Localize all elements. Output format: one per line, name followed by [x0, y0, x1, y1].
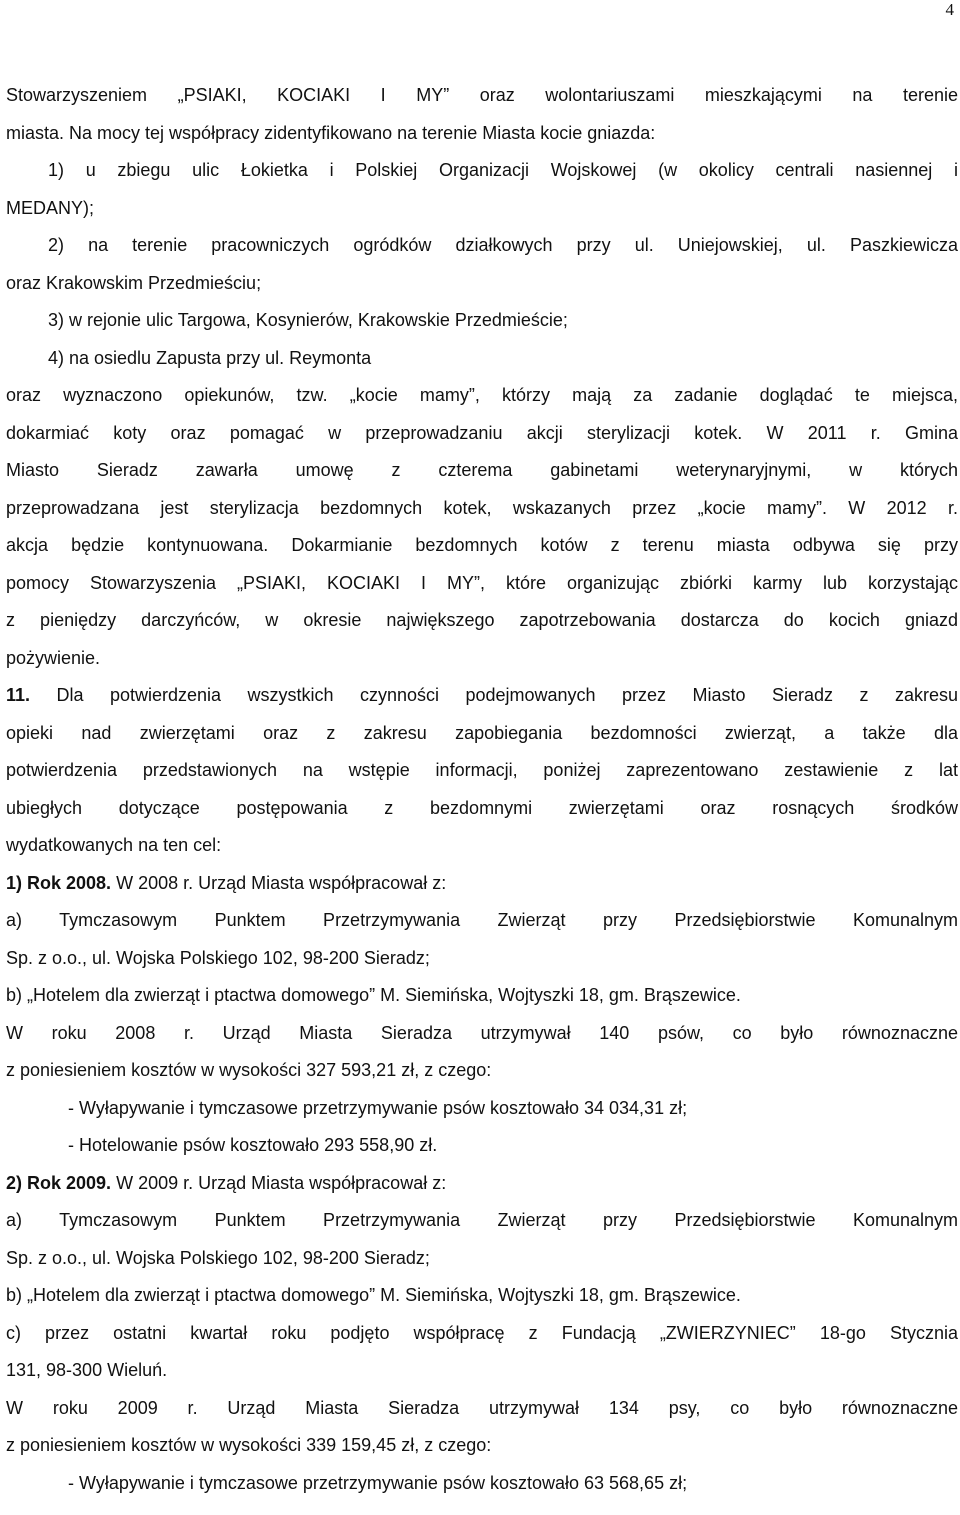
year-section-line	[6, 1165, 958, 1203]
text-line: z poniesieniem kosztów w wysokości 327 593,21 zł, z czego:	[6, 1060, 492, 1080]
text-line: 131, 98-300 Wieluń.	[6, 1360, 168, 1380]
cost-item: - Wyłapywanie i tymczasowe przetrzymywanie psów kosztowało 63 568,65 zł;	[68, 1472, 688, 1493]
text-line: z pieniędzy darczyńców, w okresie największego zapotrzebowania dostarcza do kocich gniazd	[6, 610, 958, 630]
text-line: Stowarzyszeniem „PSIAKI, KOCIAKI I MY” oraz wolontariuszami mieszkającymi na terenie	[6, 85, 958, 105]
page-number: 4	[945, 0, 954, 19]
list-item: 3) w rejonie ulic Targowa, Kosynierów, Krakowskie Przedmieście;	[48, 310, 568, 330]
text-line: wydatkowanych na ten cel:	[6, 835, 222, 855]
year-section-line	[6, 865, 958, 903]
text-line: Miasto Sieradz zawarła umowę z czterema gabinetami weterynaryjnymi, w których	[6, 460, 958, 480]
list-item: a) Tymczasowym Punktem Przetrzymywania Zwierząt przy Przedsiębiorstwie Komunalnym	[6, 1210, 958, 1230]
text-line: akcja będzie kontynuowana. Dokarmianie bezdomnych kotów z terenu miasta odbywa się przy	[6, 535, 958, 555]
text-line: pożywienie.	[6, 647, 101, 668]
cost-item: - Wyłapywanie i tymczasowe przetrzymywanie psów kosztowało 34 034,31 zł;	[68, 1097, 688, 1118]
text-line: z poniesieniem kosztów w wysokości 339 159,45 zł, z czego:	[6, 1435, 492, 1455]
list-item: c) przez ostatni kwartał roku podjęto współpracę z Fundacją „ZWIERZYNIEC” 18-go Stycznia	[6, 1322, 958, 1343]
text-line: potwierdzenia przedstawionych na wstępie informacji, poniżej zaprezentowano zestawienie z lat	[6, 760, 958, 780]
text-line: MEDANY);	[6, 197, 95, 218]
list-item: a) Tymczasowym Punktem Przetrzymywania Zwierząt przy Przedsiębiorstwie Komunalnym	[6, 910, 958, 930]
text-line: miasta. Na mocy tej współpracy zidentyfikowano na terenie Miasta kocie gniazda:	[6, 122, 656, 143]
text-line: W roku 2008 r. Urząd Miasta Sieradza utrzymywał 140 psów, co było równoznaczne	[6, 1022, 958, 1043]
text-line: W roku 2009 r. Urząd Miasta Sieradza utrzymywał 134 psy, co było równoznaczne	[6, 1397, 958, 1418]
text-span: Dla potwierdzenia wszystkich czynności podejmowanych przez Miasto Sieradz z zakresu	[56, 685, 958, 705]
year-heading: 2) Rok 2009.	[6, 1172, 112, 1193]
text-span: W 2009 r. Urząd Miasta współpracował z:	[116, 1172, 447, 1193]
text-span: W 2008 r. Urząd Miasta współpracował z:	[116, 872, 447, 893]
text-line: pomocy Stowarzyszenia „PSIAKI, KOCIAKI I MY”, które organizując zbiórki karmy lub korzystając	[6, 572, 958, 593]
section-paragraph-start	[6, 677, 958, 715]
list-item: 1) u zbiegu ulic Łokietka i Polskiej Organizacji Wojskowej (w okolicy centrali nasiennej i	[48, 160, 958, 180]
text-line: ubiegłych dotyczące postępowania z bezdomnymi zwierzętami oraz rosnących środków	[6, 797, 958, 818]
document-body	[6, 77, 958, 1502]
list-item: b) „Hotelem dla zwierząt i ptactwa domowego” M. Siemińska, Wojtyszki 18, gm. Brąszewice.	[6, 1285, 741, 1305]
list-item: b) „Hotelem dla zwierząt i ptactwa domowego” M. Siemińska, Wojtyszki 18, gm. Brąszewice.	[6, 985, 741, 1005]
text-line: przeprowadzana jest sterylizacja bezdomnych kotek, wskazanych przez „kocie mamy”. W 2012 r.	[6, 497, 958, 518]
list-item: 2) na terenie pracowniczych ogródków działkowych przy ul. Uniejowskiej, ul. Paszkiewicza	[48, 235, 958, 255]
list-item: 4) na osiedlu Zapusta przy ul. Reymonta	[48, 347, 372, 368]
cost-item: - Hotelowanie psów kosztowało 293 558,90 zł.	[68, 1135, 438, 1155]
year-heading: 1) Rok 2008.	[6, 872, 112, 893]
text-line: Sp. z o.o., ul. Wojska Polskiego 102, 98-200 Sieradz;	[6, 947, 430, 968]
text-line: opieki nad zwierzętami oraz z zakresu zapobiegania bezdomności zwierząt, a także dla	[6, 722, 958, 743]
text-line: oraz Krakowskim Przedmieściu;	[6, 272, 262, 293]
text-line: Sp. z o.o., ul. Wojska Polskiego 102, 98-200 Sieradz;	[6, 1247, 430, 1268]
text-line: oraz wyznaczono opiekunów, tzw. „kocie mamy”, którzy mają za zadanie doglądać te miejsca,	[6, 385, 958, 405]
text-line: dokarmiać koty oraz pomagać w przeprowadzaniu akcji sterylizacji kotek. W 2011 r. Gmina	[6, 422, 958, 443]
section-number: 11.	[6, 685, 31, 705]
